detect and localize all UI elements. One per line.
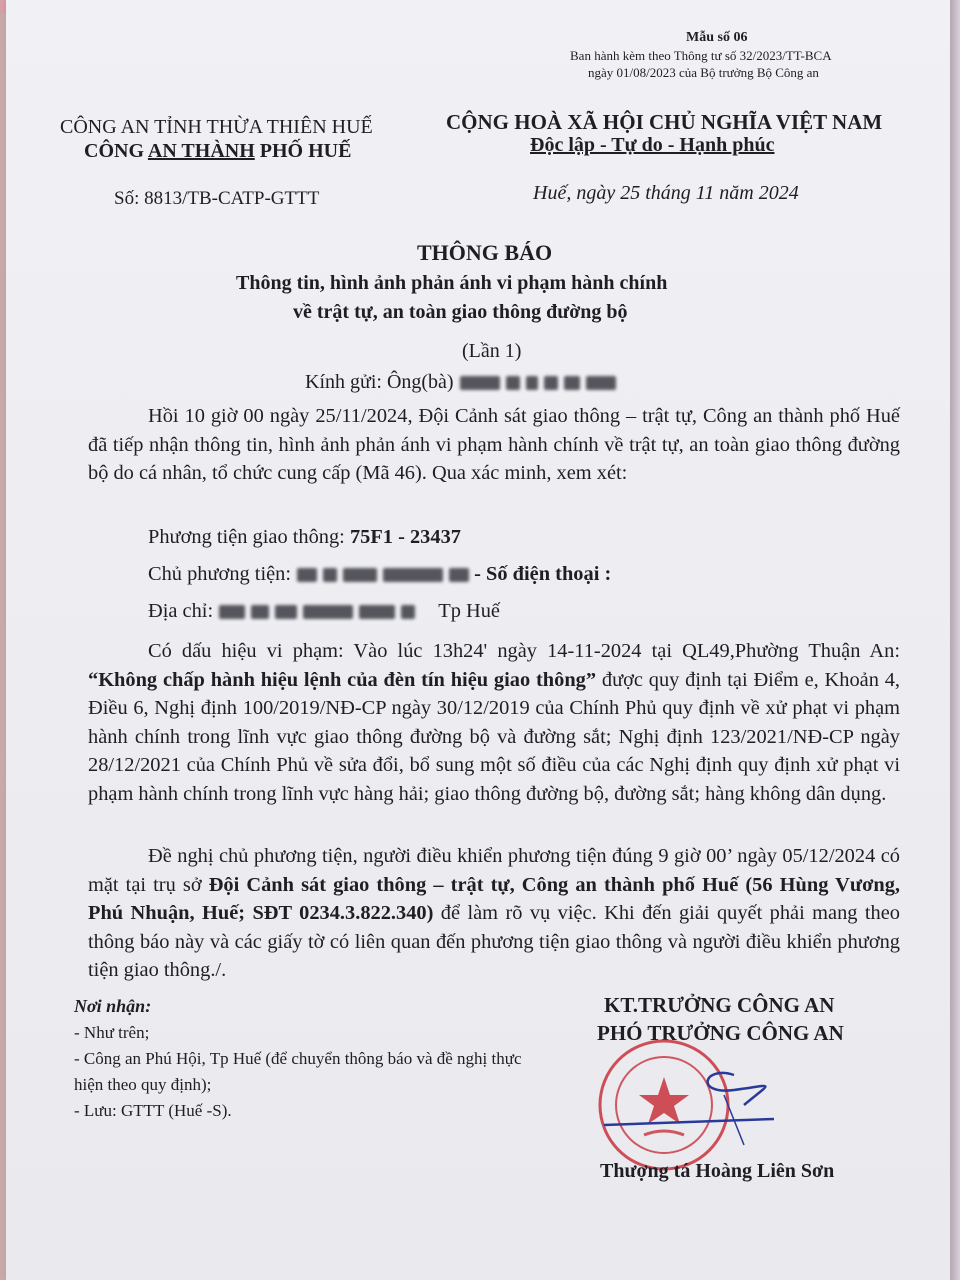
intro-paragraph: Hồi 10 giờ 00 ngày 25/11/2024, Đội Cảnh sát giao thông – trật tự, Công an thành phố Huế đã tiếp nhận thông tin, hình ảnh phản ánh vi phạm hành chính về trật tự, an toàn giao thông đường bộ do cá nhân, tổ chức cung cấp (Mã 46). Qua xác minh, xem xét: (88, 405, 900, 484)
redacted-address (401, 605, 415, 619)
redacted-name (586, 376, 616, 390)
document-title: THÔNG BÁO (417, 240, 553, 265)
redacted-name (526, 376, 538, 390)
redacted-owner (323, 568, 337, 582)
form-issued-line1: Ban hành kèm theo Thông tư số 32/2023/TT-BCA (570, 48, 832, 63)
nation-motto: Độc lập - Tự do - Hạnh phúc (530, 134, 775, 156)
form-number: Mẫu số 06 (686, 30, 748, 45)
phone-label: - Số điện thoại : (474, 563, 612, 585)
redacted-owner (449, 568, 469, 582)
owner-line (148, 563, 611, 586)
redacted-name (564, 376, 580, 390)
violation-paragraph: Có dấu hiệu vi phạm: Vào lúc 13h24' ngày 14-11-2024 tại QL49,Phường Thuận An: “Không chấp hành hiệu lệnh của đèn tín hiệu giao thông” được quy định tại Điểm e, Khoản 4, Điều 6, Nghị định 100/2019/NĐ-CP ngày 30/12/2019 của Chính Phủ quy định về xử phạt vi phạm hành chính trong lĩnh vực giao thông đường bộ và đường sắt; Nghị định 123/2021/NĐ-CP ngày 28/12/2021 của Chính Phủ về sửa đổi, bổ sung một số điều của các Nghị định quy định xử phạt vi phạm hành chính trong lĩnh vực hàng hải; giao thông đường bộ, đường sắt; hàng không dân dụng. (88, 640, 901, 805)
vehicle-label: Phương tiện giao thông: (148, 526, 350, 548)
recipient-item: - Công an Phú Hội, Tp Huế (để chuyển thông báo và đề nghị thực hiện theo quy định); (74, 1049, 522, 1094)
address-label: Địa chỉ: (148, 600, 214, 622)
document-subtitle-line2: về trật tự, an toàn giao thông đường bộ (293, 301, 628, 323)
address-line (148, 600, 500, 623)
greeting-label: Kính gửi: Ông(bà) (305, 371, 454, 393)
redacted-name (460, 376, 500, 390)
redacted-owner (383, 568, 443, 582)
greeting (305, 371, 616, 394)
redacted-address (219, 605, 245, 619)
desk-background-right (950, 0, 960, 1280)
recipient-item: - Như trên; (74, 1023, 150, 1042)
owner-label: Chủ phương tiện: (148, 563, 292, 585)
recipients-list (74, 1020, 524, 1124)
nation-title: CỘNG HOÀ XÃ HỘI CHỦ NGHĨA VIỆT NAM (446, 110, 883, 134)
recipients-title: Nơi nhận: (74, 996, 152, 1016)
signer-name: Thượng tá Hoàng Liên Sơn (600, 1160, 835, 1182)
redacted-address (275, 605, 297, 619)
office-address: Đội Cảnh sát giao thông – trật tự, Công an thành phố Huế (56 Hùng Vương, Phú Nhuận, Huế; SĐT 0234.3.822.340) (88, 873, 900, 924)
redacted-name (544, 376, 558, 390)
document-subtitle-line1: Thông tin, hình ảnh phản ánh vi phạm hành chính (236, 272, 668, 294)
violation-name: “Không chấp hành hiệu lệnh của đèn tín hiệu giao thông” (88, 668, 597, 691)
recipient-item: - Lưu: GTTT (Huế -S). (74, 1101, 232, 1120)
address-city: Tp Huế (438, 600, 500, 622)
official-seal (584, 1035, 774, 1175)
redacted-name (506, 376, 520, 390)
redacted-address (359, 605, 395, 619)
request-paragraph: Đề nghị chủ phương tiện, người điều khiển phương tiện đúng 9 giờ 00’ ngày 05/12/2024 có mặt tại trụ sở Đội Cảnh sát giao thông – trật tự, Công an thành phố Huế (56 Hùng Vương, Phú Nhuận, Huế; SĐT 0234.3.822.340) để làm rõ vụ việc. Khi đến giải quyết phải mang theo thông báo này và các giấy tờ có liên quan đến phương tiện giao thông và người điều khiển phương tiện giao thông./. (88, 845, 900, 981)
notice-count: (Lần 1) (462, 340, 522, 362)
form-issued-line2: ngày 01/08/2023 của Bộ trưởng Bộ Công an (588, 65, 819, 80)
redacted-address (251, 605, 269, 619)
redacted-owner (297, 568, 317, 582)
vehicle-line (148, 526, 461, 549)
agency-name: CÔNG AN THÀNH PHỐ HUẾ (84, 140, 352, 162)
signature-title-line1: KT.TRƯỞNG CÔNG AN (604, 993, 835, 1017)
document-number: Số: 8813/TB-CATP-GTTT (114, 188, 320, 209)
agency-parent: CÔNG AN TỈNH THỪA THIÊN HUẾ (60, 116, 373, 138)
signature-title-line2: PHÓ TRƯỞNG CÔNG AN (597, 1021, 844, 1045)
place-date: Huế, ngày 25 tháng 11 năm 2024 (533, 182, 799, 204)
vehicle-plate: 75F1 - 23437 (349, 526, 461, 548)
redacted-address (303, 605, 353, 619)
redacted-owner (343, 568, 377, 582)
